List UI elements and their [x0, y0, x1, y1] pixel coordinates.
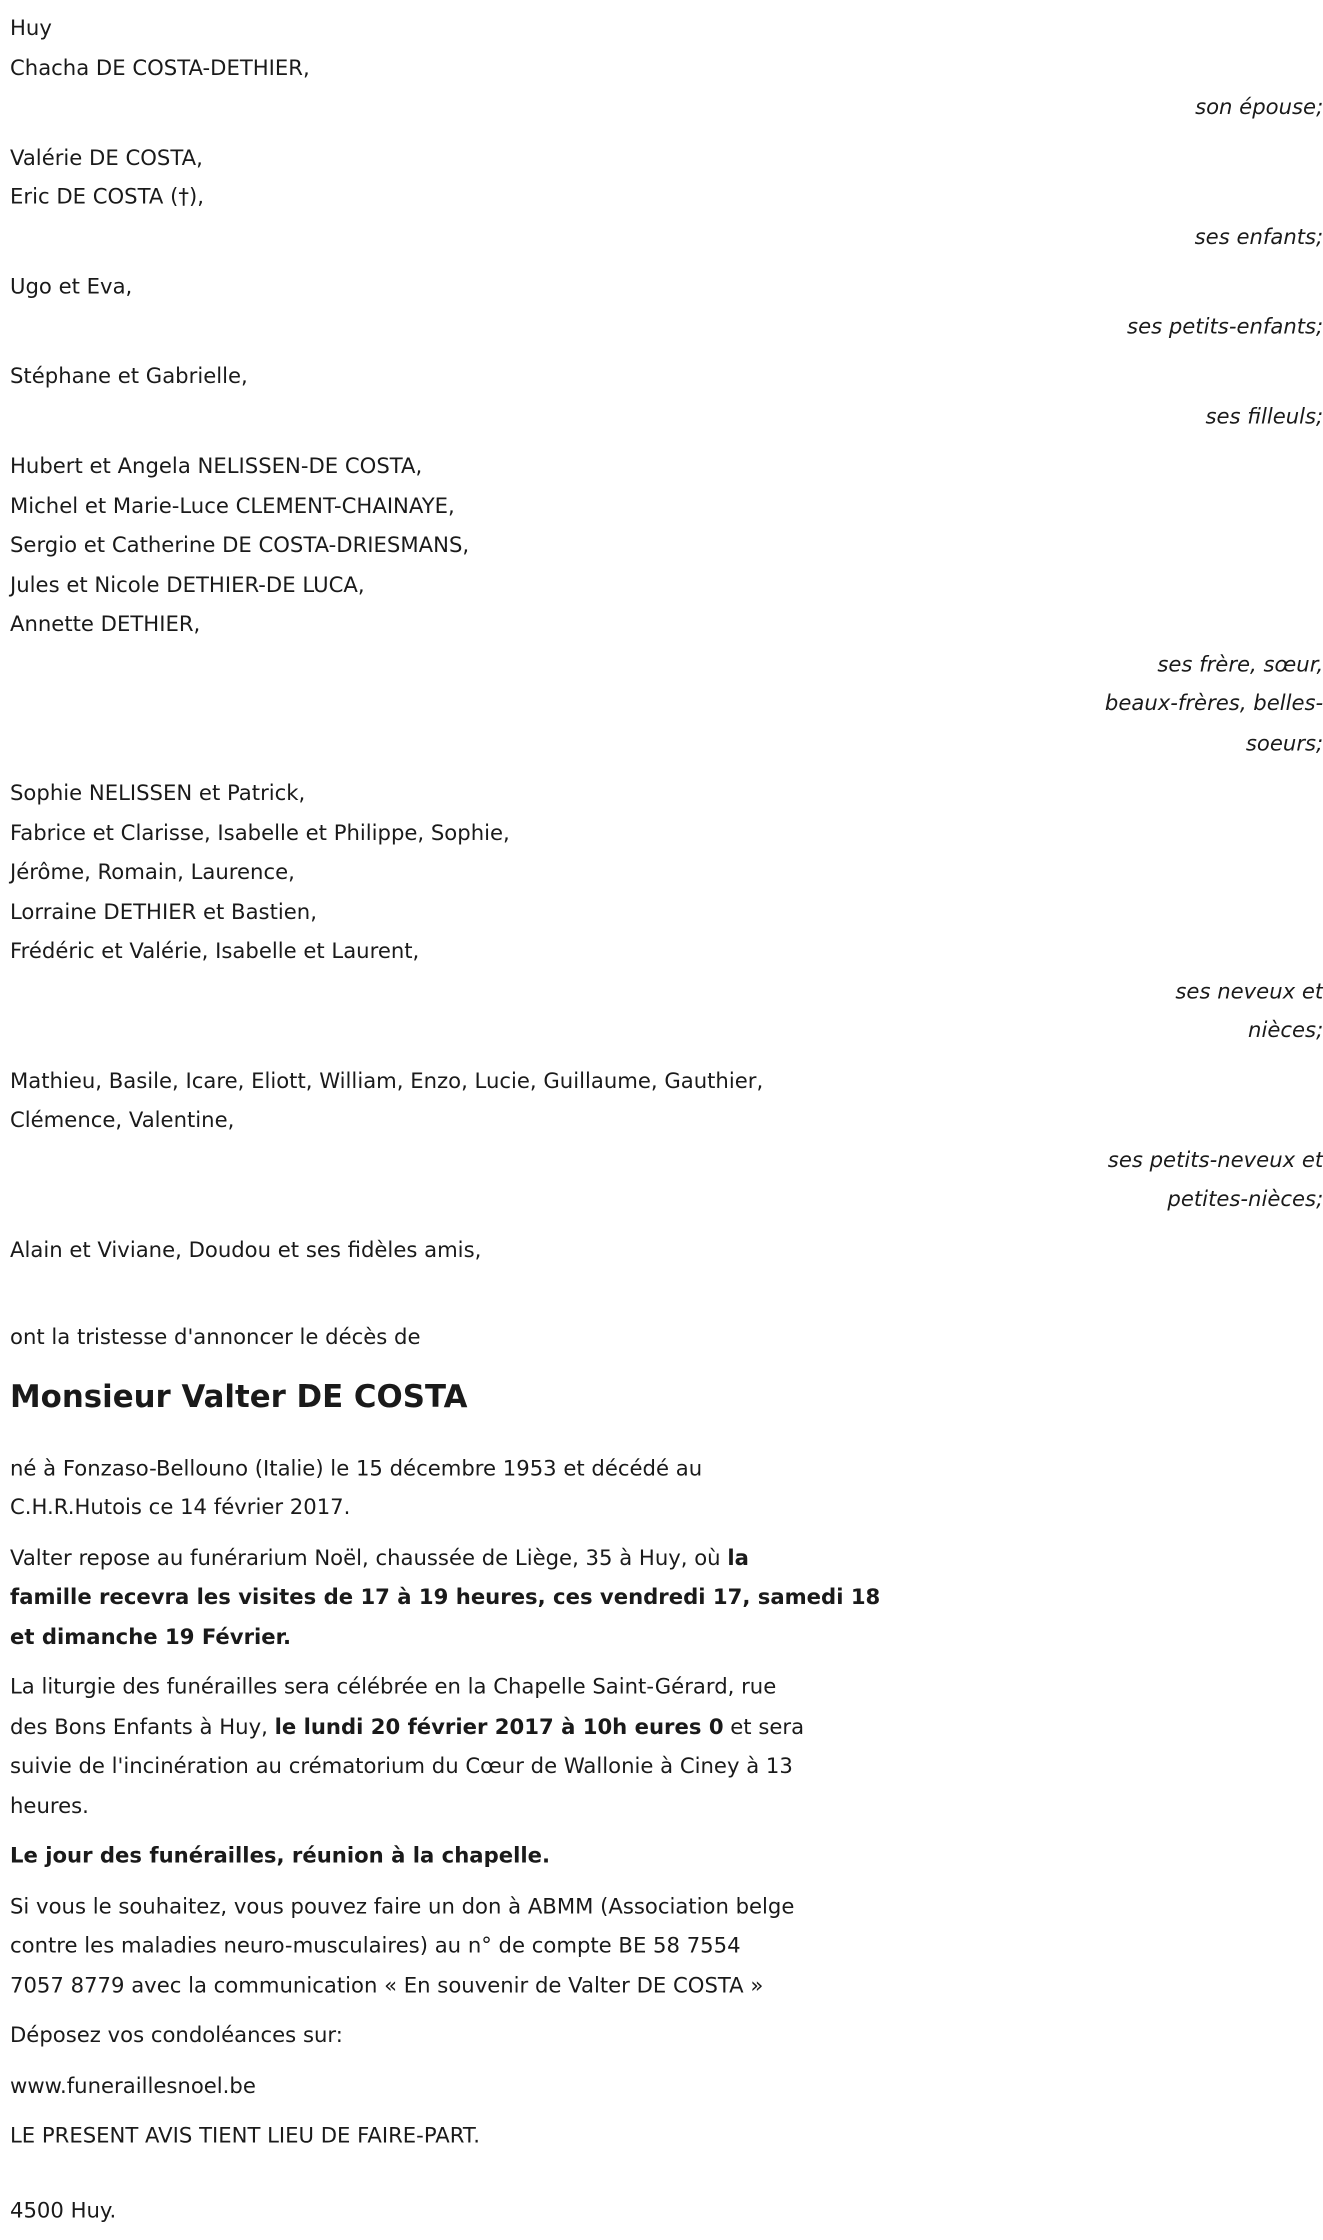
family-role: son épouse;	[1195, 93, 1323, 120]
liturgy-paragraph	[10, 1667, 1323, 1825]
family-group-grandchildren	[10, 267, 1323, 346]
notice-text: LE PRESENT AVIS TIENT LIEU DE FAIRE-PART.	[10, 2122, 481, 2148]
liturgy-text: La liturgie des funérailles sera célébrée en la Chapelle Saint-Gérard, rue	[10, 1673, 777, 1700]
family-role: soeurs;	[1245, 729, 1323, 756]
family-name: Sergio et Catherine DE COSTA-DRIESMANS,	[10, 531, 470, 558]
liturgy-date: le lundi 20 février 2017 à 10h eures 0	[274, 1713, 724, 1739]
meeting-text: Le jour des funérailles, réunion à la chapelle.	[10, 1842, 550, 1868]
family-group-siblings	[10, 446, 1323, 762]
family-name: Michel et Marie-Luce CLEMENT-CHAINAYE,	[10, 492, 455, 518]
donation-paragraph	[10, 1886, 1323, 2005]
family-name: Mathieu, Basile, Icare, Eliott, William, Enzo, Lucie, Guillaume, Gauthier,	[10, 1067, 764, 1093]
liturgy-text: des Bons Enfants à Huy,	[10, 1713, 275, 1739]
family-name: Valérie DE COSTA,	[10, 144, 203, 170]
spacer	[10, 256, 1323, 267]
family-name: Eric DE COSTA (†),	[10, 183, 204, 209]
family-role: ses frère, sœur,	[1157, 650, 1323, 676]
family-name: Stéphane et Gabrielle,	[10, 363, 248, 389]
family-role: ses petits-enfants;	[1127, 312, 1323, 339]
birth-death-line: C.H.R.Hutois ce 14 février 2017.	[10, 1494, 351, 1520]
family-name: Ugo et Eva,	[10, 273, 133, 299]
visit-text-bold: la	[727, 1544, 749, 1570]
spacer	[10, 346, 1323, 357]
meeting-paragraph	[10, 1836, 1323, 1876]
family-group-children	[10, 137, 1323, 256]
spacer	[10, 1293, 1323, 1317]
announcement: ont la tristesse d'annoncer le décès de	[10, 1323, 421, 1350]
liturgy-text: et sera	[723, 1713, 805, 1739]
friends: Alain et Viviane, Doudou et ses fidèles amis,	[10, 1236, 482, 1262]
family-name: Chacha DE COSTA-DETHIER,	[10, 54, 310, 80]
visit-paragraph	[10, 1538, 1323, 1657]
visit-text-bold: et dimanche 19 Février.	[10, 1623, 292, 1649]
website-link[interactable]: www.funeraillesnoel.be	[10, 2072, 256, 2098]
family-role: ses enfants;	[1194, 223, 1323, 249]
family-group-godchildren	[10, 356, 1323, 435]
family-name: Lorraine DETHIER et Bastien,	[10, 898, 317, 924]
family-role: ses neveux et	[1175, 977, 1323, 1003]
donation-text: contre les maladies neuro-musculaires) au n° de compte BE 58 7554	[10, 1932, 741, 1958]
spacer	[10, 1050, 1323, 1061]
spacer	[10, 762, 1323, 773]
liturgy-text: heures.	[10, 1792, 89, 1818]
family-name: Sophie NELISSEN et Patrick,	[10, 779, 306, 806]
family-role: nièces;	[1248, 1017, 1323, 1043]
family-name: Hubert et Angela NELISSEN-DE COSTA,	[10, 452, 423, 479]
visit-text: Valter repose au funérarium Noël, chaussée de Liège, 35 à Huy, où	[10, 1544, 728, 1570]
postal-address: 4500 Huy.	[10, 2196, 117, 2223]
birth-death-line: né à Fonzaso-Bellouno (Italie) le 15 décembre 1953 et décédé au	[10, 1454, 703, 1480]
spacer	[10, 435, 1323, 446]
obituary-document	[10, 8, 1323, 2240]
family-name: Jules et Nicole DETHIER-DE LUCA,	[10, 571, 365, 597]
family-role: beaux-frères, belles-	[1104, 690, 1323, 716]
birth-death-paragraph	[10, 1448, 1323, 1527]
family-name: Jérôme, Romain, Laurence,	[10, 858, 295, 885]
visit-text-bold: famille recevra les visites de 17 à 19 heures, ces vendredi 17, samedi 18	[10, 1583, 881, 1610]
city: Huy	[10, 14, 52, 41]
family-role: ses filleuls;	[1205, 402, 1323, 429]
liturgy-text: suivie de l'incinération au crématorium du Cœur de Wallonie à Ciney à 13	[10, 1752, 793, 1779]
donation-text: 7057 8779 avec la communication « En souvenir de Valter DE COSTA »	[10, 1971, 764, 1998]
family-name: Annette DETHIER,	[10, 611, 201, 637]
spacer	[10, 1269, 1323, 1293]
condolences-label: Déposez vos condoléances sur:	[10, 2022, 343, 2048]
family-role: petites-nièces;	[1167, 1185, 1323, 1212]
family-name: Frédéric et Valérie, Isabelle et Laurent,	[10, 937, 420, 964]
family-group-nephews	[10, 773, 1323, 1050]
family-name: Clémence, Valentine,	[10, 1106, 235, 1133]
deceased-name: Monsieur Valter DE COSTA	[10, 1379, 468, 1415]
spacer	[10, 1219, 1323, 1230]
family-name: Fabrice et Clarisse, Isabelle et Philippe, Sophie,	[10, 819, 510, 845]
family-role: ses petits-neveux et	[1107, 1146, 1323, 1172]
donation-text: Si vous le souhaitez, vous pouvez faire un don à ABMM (Association belge	[10, 1892, 795, 1919]
family-group-spouse	[10, 48, 1323, 127]
spacer	[10, 2166, 1323, 2190]
family-group-grand-nephews	[10, 1061, 1323, 1219]
spacer	[10, 127, 1323, 138]
